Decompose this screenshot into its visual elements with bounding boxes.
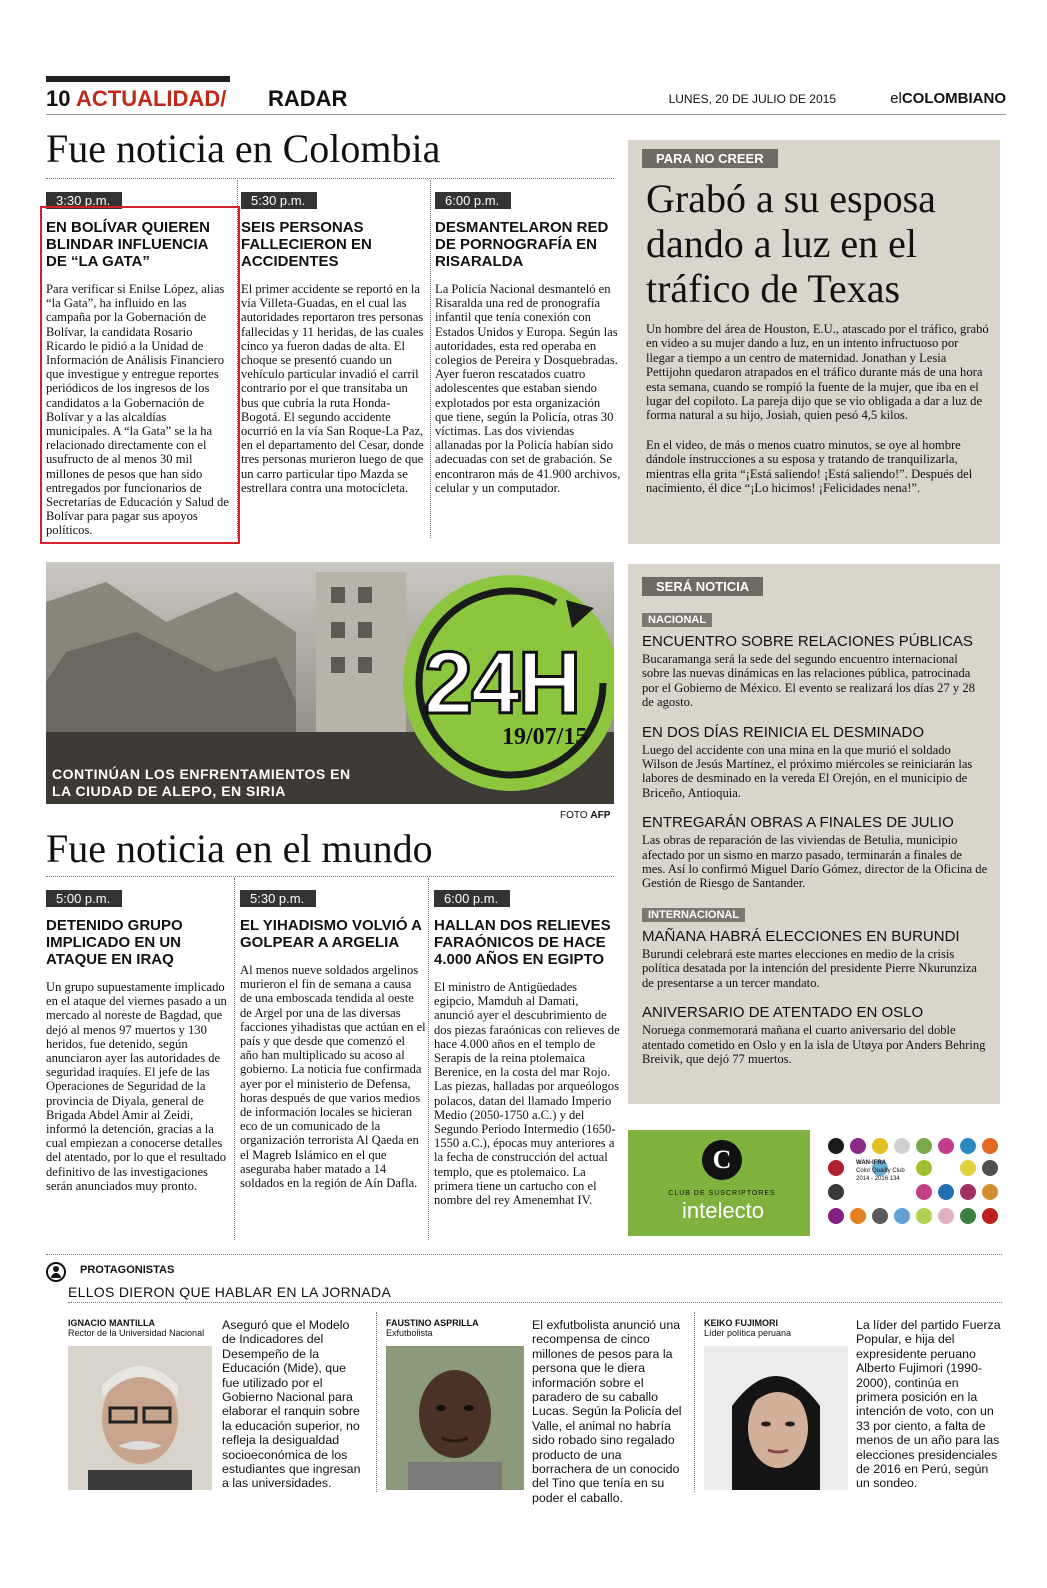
issue-date: LUNES, 20 DE JULIO DE 2015 [668,92,836,106]
item-body: Las obras de reparación de las viviendas de Betulia, municipio afectado por un sismo en marzo pasado, terminarán a finales de mes. Así lo confirmó Miguel Darío Gómez, director de la Oficina de Gestión de Riesgo de Santander. [642,833,988,891]
mundo-story-1 [46,888,232,1193]
section-name: ACTUALIDAD/ [76,86,227,111]
story-body: Al menos nueve soldados argelinos murieron el fin de semana a causa de una emboscada tendida al oeste de Argel por una de las diversas facciones yihadistas que actúan en el país y que desde que comenzó el año han multiplicado su acoso al gobierno. La noticia fue confirmada ayer por el ministerio de Defensa, horas después de que varios medios de información locales se hicieran eco de un comunicado de la organización terrorista Al Qaeda en el Magreb Islámico en el que aseguraba haber matado a 14 soldados en la región de Aín Dafla. [240,963,426,1191]
story-body: La Policía Nacional desmanteló en Risaralda una red de pronografía infantil que tenía conexión con Estados Unidos y Europa. Según las autoridades, esta red operaba en colegios de Pereira y Dosquebradas. Ayer fueron rescatados cuatro adolescentes que estaban siendo explotados por esta organización que tiene, según la Policía, otras 30 víctimas. Las dos viviendas allanadas por la Policía habían sido adecuadas con set de grabación. Se encontraron más de 41.900 archivos, celular y un computador. [435,282,621,495]
story-headline: EN BOLÍVAR QUIEREN BLINDAR INFLUENCIA DE “LA GATA” [46,219,210,270]
mundo-story-3 [434,888,620,1207]
item-title: ANIVERSARIO DE ATENTADO EN OSLO [642,1004,924,1022]
item-body: Noruega conmemorará mañana el cuarto aniversario del doble atentado cometido en Oslo y en la isla de Utøya por Anders Behring Breivik, que dejó 77 muertos. [642,1023,986,1066]
24h-badge-text: 24H [424,633,580,732]
protagonist-quote: La líder del partido Fuerza Popular, e hija del expresidente peruano Alberto Fujimori (1990-2000), continúa en primera posición en la intención de voto, con un 33 por ciento, a falta de menos de un año para las elecciones presidenciales de 2016 en Perú, según un sondeo. [856,1318,1001,1491]
protagonist-3 [704,1318,854,1338]
protagonist-name: IGNACIO MANTILLA [68,1318,155,1328]
divider [46,1254,1002,1255]
item-title: ENTREGARÁN OBRAS A FINALES DE JULIO [642,814,954,832]
panel-body: Un hombre del área de Houston, E.U., atascado por el tráfico, grabó en video a su mujer dando a luz, en un intento infructuoso por llegar a tiempo a un centro de maternidad. Jonathan y Lesia Pettijohn quedaron atrapados en el tráfico durante más de una hora esta semana, cuando se rompió la fuente de la mujer, que iba en el lugar del copiloto. La pareja dijo que se vio obligada a dar a luz de forma natural a su hijo, Josiah, quien pesó 4,5 kilos. [646,322,989,423]
divider [46,876,614,877]
story-body: El primer accidente se reportó en la vía Villeta-Guadas, en el cual las autoridades reportaron tres personas fallecidas y 11 heridas, de las cuales cinco ya fueron dadas de alta. El choque se presentó cuando un vehículo particular invadió el carril contrario por el que transitaba un bus que cubría la ruta Honda-Bogotá. El segundo accidente ocurrió en la vía San Roque-La Paz, en el departamento del Cesar, donde tres personas murieron luego de que un carro particular tipo Mazda se estrellara contra una motocicleta. [241,282,424,495]
colombia-story-3 [435,190,621,495]
story-body: Para verificar si Enilse López, alias “la Gata”, ha influido en las campaña por la Gobernación de Bolívar, la candidata Rosario Ricardo le pidió a la Unidad de Información de Análisis Financiero que investigue y entregue reportes periódicos de los ingresos de los candidatos a la Gobernación de Bolívar y a las alcaldías municipales. A “la Gata” se la ha relacionado directamente con el usufructo de al menos 30 mil millones de pesos que han sido entregados por funcionarios de Secretarías de Educación y Salud de Bolívar para pagar sus apoyos políticos. [46,282,229,538]
time-badge: 6:00 p.m. [434,890,510,907]
wan-line-3: 2014 - 2016 134 [856,1176,900,1182]
sera-noticia-panel [628,564,1000,1104]
panel-label: PARA NO CREER [642,149,778,168]
protagonist-role: Líder política peruana [704,1328,792,1338]
story-body: Un grupo supuestamente implicado en el ataque del viernes pasado a un mercado al noreste de Bagdad, que dejó al menos 97 muertos y 130 heridos, fue detenido, según anunciaron ayer las autoridades de seguridad iraquíes. El jefe de las Operaciones de Seguridad de la provincia de Diyala, general de Brigada Abdel Amir al Zeidi, informó la detención, gracias a la cual empiezan a conocerse detalles del atentado, por lo que el resultado definitivo de las investigaciones serán anunciados muy pronto. [46,980,227,1193]
mundo-story-2 [240,888,426,1190]
person-icon [46,1262,66,1282]
time-badge: 5:00 p.m. [46,890,122,907]
credit-prefix: FOTO [560,810,591,821]
subsection-name: RADAR [268,86,348,111]
story-headline: DESMANTELARON RED DE PORNOGRAFÍA EN RISARALDA [435,219,609,270]
credit-source: AFP [590,810,611,821]
ignacio-mantilla-portrait [68,1346,212,1490]
column-separator [376,1312,377,1492]
protagonist-quote: El exfutbolista anunció una recompensa de cinco millones de pesos para la persona que le diera información sobre el paradero de su caballo Lucas. Según la Policía del Valle, el animal no habría sido robado sino regalado producto de una borrachera de un conocido del Tino que tenía en su poder el caballo. [532,1318,682,1505]
time-badge: 5:30 p.m. [241,192,317,209]
portrait-illustration [386,1346,524,1490]
club-brand: intelecto [682,1198,764,1223]
time-badge: 6:00 p.m. [435,192,511,209]
color-dots-graphic [826,1136,1002,1240]
mundo-section-title: Fue noticia en el mundo [46,826,433,871]
protagonist-role: Exfutbolista [386,1328,433,1338]
story-headline: SEIS PERSONAS FALLECIERON EN ACCIDENTES [241,219,372,270]
wan-ifra-badge [826,1136,1002,1240]
protagonist-name: KEIKO FUJIMORI [704,1318,779,1328]
divider [68,1302,1002,1303]
colombia-section-title: Fue noticia en Colombia [46,126,441,171]
wan-line-2: Color Quality Club [856,1168,905,1174]
story-body: El ministro de Antigüedades egipcio, Mamduh al Damati, anunció ayer el descubrimiento de dos piezas faraónicas con relieves de hace 4.000 años en el templo de Serapis de la reina ptolemaica Berenice, en la costa del mar Rojo. Las piezas, halladas por arqueólogos polacos, datan del llamado Imperio Medio (2050-1750 a.C.) y del Segundo Periodo Intermedio (1650-1550 a.C.), épocas muy anteriores a la fecha de construcción del actual templo, que es ptolemaico. La primera tiene un cartucho con el nombre del rey Amenemhat IV. [434,980,620,1208]
panel-label: SERÁ NOTICIA [642,577,763,596]
column-separator [430,180,431,538]
faustino-asprilla-portrait [386,1346,524,1490]
column-separator [428,878,429,1240]
photo-credit [560,810,610,821]
portrait-illustration [704,1346,848,1490]
protagonist-2 [386,1318,536,1338]
panel-body-2: En el video, de más o menos cuatro minutos, se oye al hombre dándole instrucciones a su esposa y tratando de tranquilizarla, mientras ella grita “¡Está saliendo! ¡Está saliendo!”. Después del nacimiento, él dice “¡Lo hicimos! ¡Felicidades nena!”. [646,438,973,496]
item-title: EN DOS DÍAS REINICIA EL DESMINADO [642,723,925,741]
page-header [46,84,1006,115]
keiko-fujimori-portrait [704,1346,848,1490]
protagonist-name: FAUSTINO ASPRILLA [386,1318,479,1328]
item-title: MAÑANA HABRÁ ELECCIONES EN BURUNDI [642,927,960,945]
protagonist-role: Rector de la Universidad Nacional [68,1328,205,1338]
newspaper-logo [890,90,1006,107]
caption-line-1: CONTINÚAN LOS ENFRENTAMIENTOS EN [52,766,351,782]
protagonistas-label: PROTAGONISTAS [80,1264,175,1276]
24h-badge-date: 19/07/15 [502,724,588,750]
story-headline: HALLAN DOS RELIEVES FARAÓNICOS DE HACE 4.000 AÑOS EN EGIPTO [434,917,611,968]
panel-headline: Grabó a su esposa dando a luz en el tráfico de Texas [646,176,936,311]
protagonist-quote: Aseguró que el Modelo de Indicadores del Desempeño de la Educación (Mide), que fue utilizado por el Gobierno Nacional para elaborar el ranquin sobre la educación superior, no refleja la desigualdad socioeconómica de los estudiantes que ingresan a las universidades. [222,1318,361,1491]
time-badge: 3:30 p.m. [46,192,122,209]
column-separator [234,878,235,1240]
time-badge: 5:30 p.m. [240,890,316,907]
story-headline: DETENIDO GRUPO IMPLICADO EN UN ATAQUE EN IRAQ [46,917,183,968]
wan-line-1: WAN-IFRA [856,1160,886,1166]
highlight-box [40,206,240,544]
logo-name: COLOMBIANO [901,90,1006,107]
column-separator [694,1312,695,1492]
nacional-label: NACIONAL [642,613,712,627]
header-accent-bar [46,76,230,82]
protagonist-1 [68,1318,218,1338]
page-number: 10 [46,86,71,111]
sera-noticia-content [642,608,988,1066]
portrait-illustration [68,1346,212,1490]
divider [46,178,614,179]
club-intelecto-ad [628,1130,810,1236]
protagonistas-subtitle: ELLOS DIERON QUE HABLAR EN LA JORNADA [68,1284,392,1300]
internacional-label: INTERNACIONAL [642,908,745,922]
club-logo-icon: C [702,1140,742,1180]
item-body: Burundi celebrará este martes elecciones en medio de la crisis política desatada por la intención del presidente Pierre Nkurunziza de presentarse a un tercer mandato. [642,946,978,990]
colombia-story-2 [241,190,427,495]
story-headline: EL YIHADISMO VOLVIÓ A GOLPEAR A ARGELIA [240,917,422,951]
caption-line-2: LA CIUDAD DE ALEPO, EN SIRIA [52,783,286,799]
item-body: Bucaramanga será la sede del segundo encuentro internacional sobre las nuevas dinámicas en las relaciones pública, patrocinada por el Gobierno de México. El evento se realizará los días 27 y 28 de agosto. [642,652,975,710]
para-no-creer-panel [628,140,1000,544]
club-line: CLUB DE SUSCRIPTORES [668,1190,776,1197]
logo-prefix: el [890,90,902,107]
item-title: ENCUENTRO SOBRE RELACIONES PÚBLICAS [642,633,973,650]
item-body: Luego del accidente con una mina en la que murió el soldado Wilson de Jesús Martínez, el próximo miércoles se reiniciarán las labores de desminado en la vereda El Orejón, en el municipio de Briceño, Antioquia. [642,742,973,800]
photo-caption [52,766,351,800]
